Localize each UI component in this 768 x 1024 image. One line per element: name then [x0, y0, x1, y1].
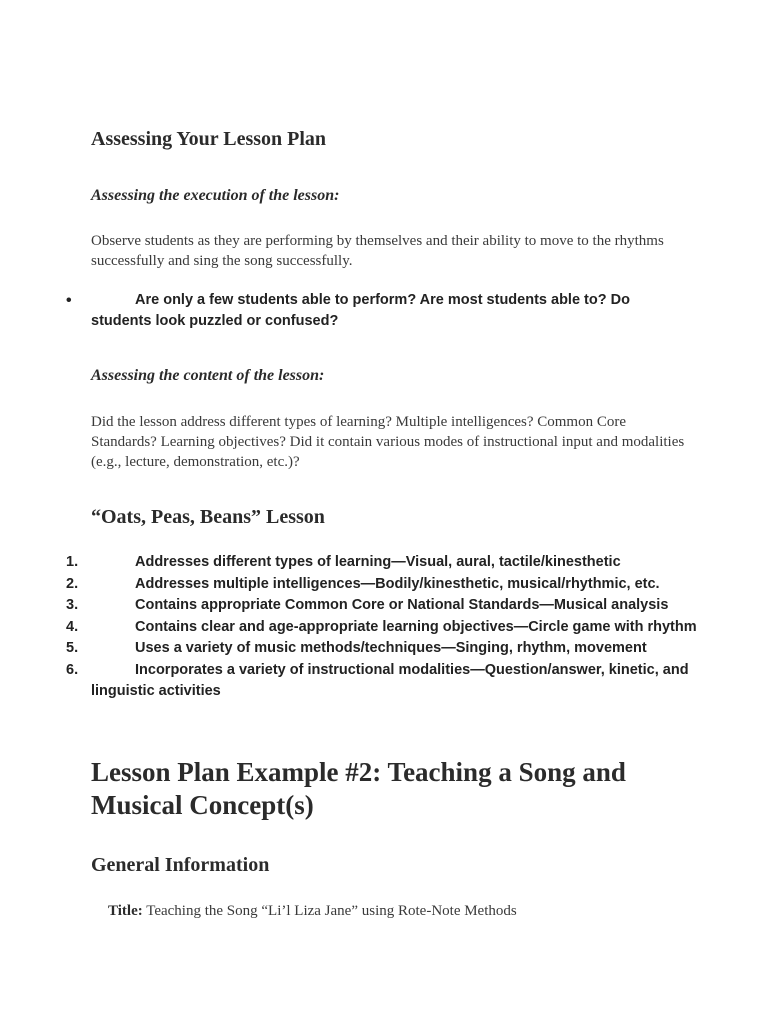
list-item-number: 2. [66, 575, 79, 592]
list-item-text: Contains clear and age-appropriate learning objectives—Circle game with rhythm [135, 618, 697, 635]
bullet-text: Are only a few students able to perform? Are most students able to? Do students look puzzled or confused? [91, 292, 630, 329]
general-info-heading: General Information [91, 854, 270, 876]
oats-lesson-list [66, 552, 706, 703]
list-item [66, 660, 706, 703]
lesson-title-line [108, 901, 517, 921]
list-item-text: Addresses different types of learning—Visual, aural, tactile/kinesthetic [135, 554, 621, 570]
list-item-text: Contains appropriate Common Core or National Standards—Musical analysis [135, 597, 669, 613]
list-item-text: Addresses multiple intelligences—Bodily/kinesthetic, musical/rhythmic, etc. [135, 575, 660, 592]
list-item-number: 4. [66, 618, 79, 635]
title-label: Title: [108, 903, 143, 919]
list-item-number: 1. [66, 554, 79, 570]
list-item [66, 595, 706, 617]
list-item [66, 574, 706, 596]
list-item-number: 5. [66, 640, 79, 656]
list-item [66, 617, 706, 639]
list-item-number: 6. [66, 661, 79, 678]
oats-lesson-heading: “Oats, Peas, Beans” Lesson [91, 506, 325, 528]
title-value: Teaching the Song “Li’l Liza Jane” using Rote-Note Methods [146, 903, 517, 919]
execution-paragraph: Observe students as they are performing by themselves and their ability to move to the rhythms successfully and sing the song successfully. [91, 233, 664, 269]
list-item [66, 638, 706, 660]
list-item-number: 3. [66, 597, 79, 613]
bullet-symbol: • [66, 292, 72, 309]
content-paragraph: Did the lesson address different types of learning? Multiple intelligences? Common Core Standards? Learning objectives? Did it contain various modes of instructional input and modalities (e.g., lecture, demonstration, etc.)? [91, 414, 685, 470]
example2-title: Lesson Plan Example #2: Teaching a Song and Musical Concept(s) [91, 757, 626, 820]
content-subheading: Assessing the content of the lesson: [91, 367, 325, 384]
assessing-heading: Assessing Your Lesson Plan [91, 128, 327, 150]
execution-subheading: Assessing the execution of the lesson: [91, 187, 340, 204]
list-item [66, 552, 706, 574]
list-item-text: Incorporates a variety of instructional modalities—Question/answer, kinetic, and linguistic activities [91, 661, 689, 699]
list-item-text: Uses a variety of music methods/techniques—Singing, rhythm, movement [135, 640, 647, 656]
